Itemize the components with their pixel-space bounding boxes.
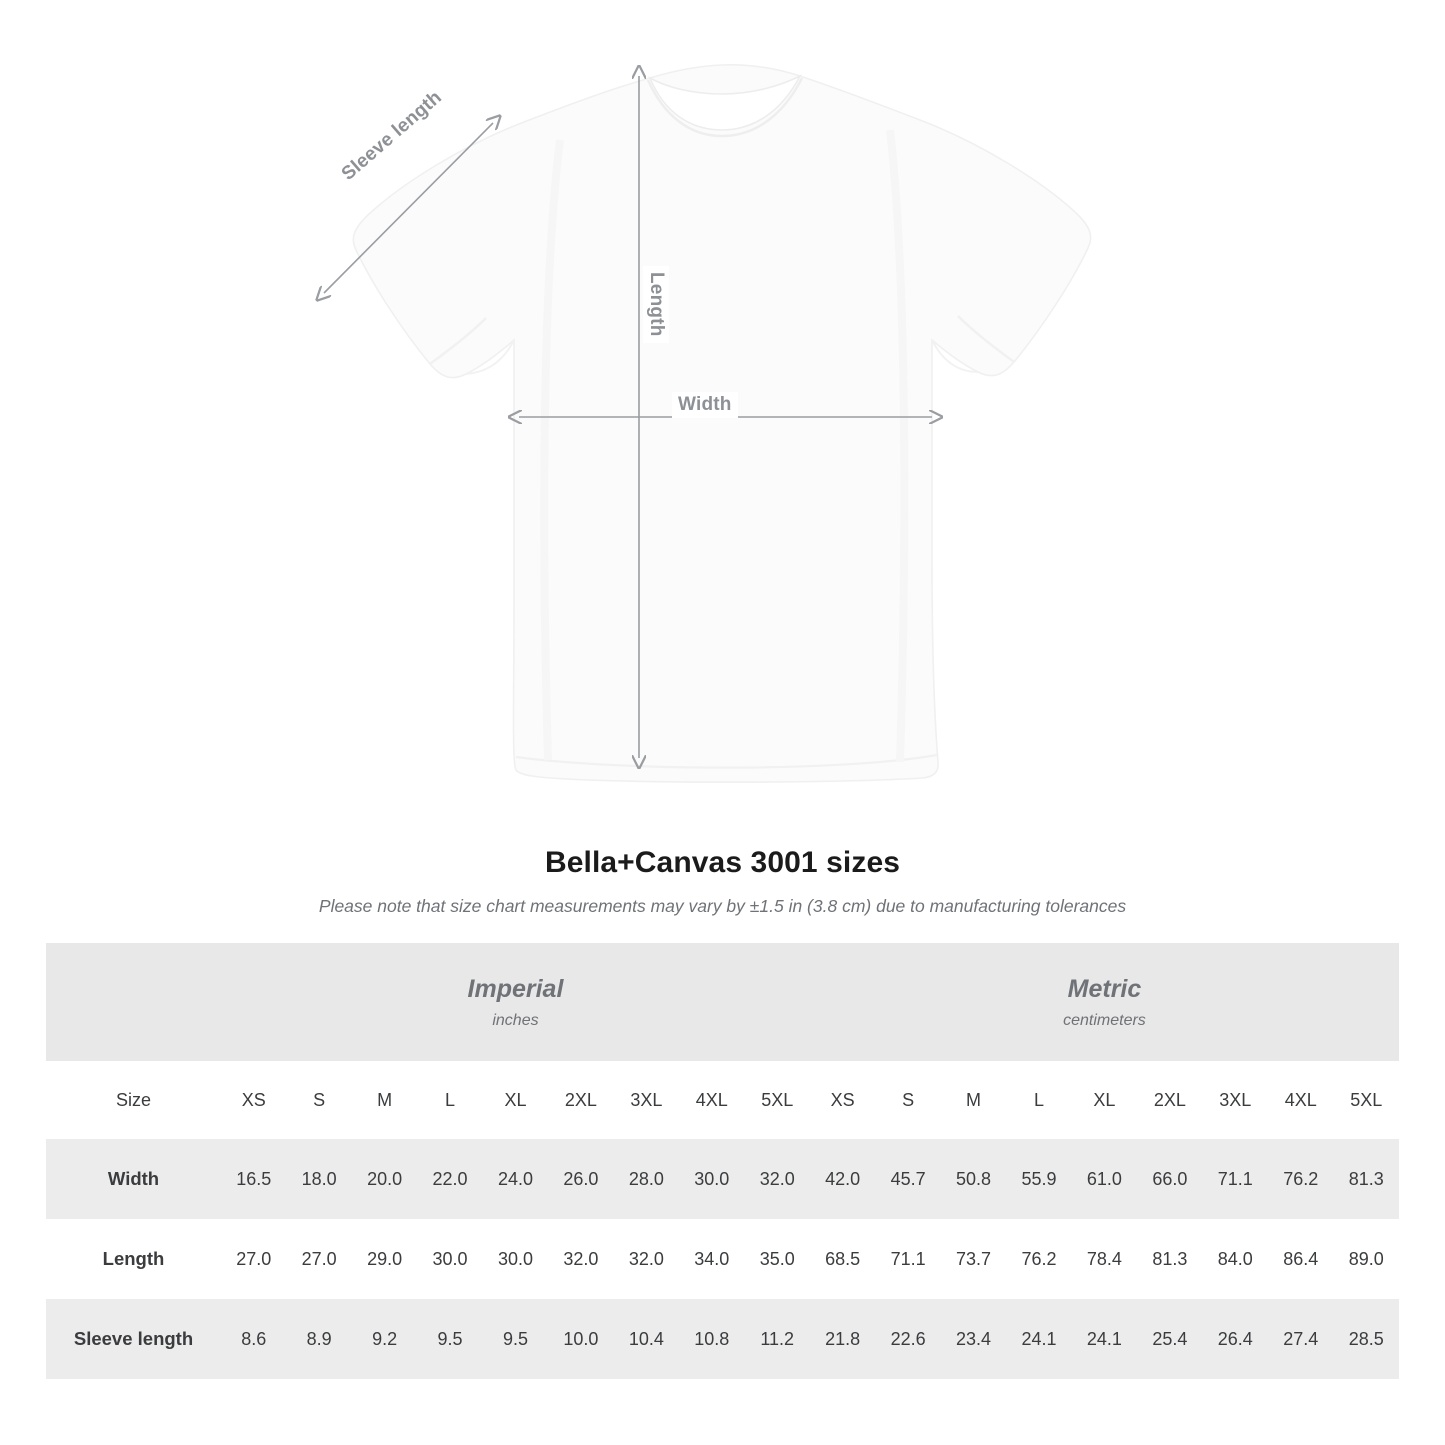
cell: 27.4 xyxy=(1268,1299,1333,1379)
cell: 16.5 xyxy=(221,1139,286,1219)
cell: 71.1 xyxy=(875,1219,940,1299)
cell: 27.0 xyxy=(221,1219,286,1299)
cell: 10.4 xyxy=(614,1299,679,1379)
unit-group-imperial xyxy=(221,943,810,1061)
cell: 76.2 xyxy=(1268,1139,1333,1219)
cell: 42.0 xyxy=(810,1139,875,1219)
size-header-cell: M xyxy=(941,1061,1006,1139)
unit-group-metric-sub: centimeters xyxy=(1063,1011,1146,1029)
size-header-cell: 3XL xyxy=(1203,1061,1268,1139)
size-header-cell: 3XL xyxy=(614,1061,679,1139)
size-header-cell: M xyxy=(352,1061,417,1139)
size-header-cell: L xyxy=(417,1061,482,1139)
size-table-wrapper xyxy=(46,943,1399,1379)
size-header-cell: 5XL xyxy=(1333,1061,1399,1139)
cell: 73.7 xyxy=(941,1219,1006,1299)
table-row xyxy=(46,1299,1399,1379)
size-table-body xyxy=(46,943,1399,1379)
size-header-cell: XL xyxy=(1072,1061,1137,1139)
cell: 32.0 xyxy=(745,1139,810,1219)
cell: 26.0 xyxy=(548,1139,613,1219)
width-label: Width xyxy=(672,392,738,418)
size-header-cell: 4XL xyxy=(1268,1061,1333,1139)
size-header-cell: 2XL xyxy=(1137,1061,1202,1139)
size-header-cell: S xyxy=(286,1061,351,1139)
unit-group-metric xyxy=(810,943,1399,1061)
cell: 8.6 xyxy=(221,1299,286,1379)
size-header-row xyxy=(46,1061,1399,1139)
cell: 24.0 xyxy=(483,1139,548,1219)
cell: 61.0 xyxy=(1072,1139,1137,1219)
size-header-cell: 4XL xyxy=(679,1061,744,1139)
unit-group-imperial-sub: inches xyxy=(492,1011,539,1029)
size-header-cell: XS xyxy=(810,1061,875,1139)
cell: 27.0 xyxy=(286,1219,351,1299)
title-block xyxy=(0,846,1445,917)
cell: 71.1 xyxy=(1203,1139,1268,1219)
size-header-cell: 5XL xyxy=(745,1061,810,1139)
cell: 89.0 xyxy=(1333,1219,1399,1299)
cell: 35.0 xyxy=(745,1219,810,1299)
size-header-cell: XS xyxy=(221,1061,286,1139)
cell: 81.3 xyxy=(1137,1219,1202,1299)
cell: 25.4 xyxy=(1137,1299,1202,1379)
cell: 30.0 xyxy=(483,1219,548,1299)
row-label-length: Length xyxy=(46,1219,221,1299)
cell: 8.9 xyxy=(286,1299,351,1379)
cell: 10.8 xyxy=(679,1299,744,1379)
cell: 24.1 xyxy=(1006,1299,1071,1379)
cell: 86.4 xyxy=(1268,1219,1333,1299)
size-header-cell: 2XL xyxy=(548,1061,613,1139)
cell: 22.6 xyxy=(875,1299,940,1379)
cell: 55.9 xyxy=(1006,1139,1071,1219)
table-row xyxy=(46,1219,1399,1299)
cell: 24.1 xyxy=(1072,1299,1137,1379)
size-header-cell: XL xyxy=(483,1061,548,1139)
size-header-label: Size xyxy=(46,1061,221,1139)
unit-group-spacer xyxy=(46,943,221,1061)
cell: 28.0 xyxy=(614,1139,679,1219)
cell: 81.3 xyxy=(1333,1139,1399,1219)
row-label-width: Width xyxy=(46,1139,221,1219)
cell: 18.0 xyxy=(286,1139,351,1219)
cell: 45.7 xyxy=(875,1139,940,1219)
cell: 21.8 xyxy=(810,1299,875,1379)
cell: 10.0 xyxy=(548,1299,613,1379)
sleeve-length-label: Sleeve length xyxy=(332,81,452,191)
cell: 9.5 xyxy=(483,1299,548,1379)
cell: 28.5 xyxy=(1333,1299,1399,1379)
cell: 84.0 xyxy=(1203,1219,1268,1299)
cell: 30.0 xyxy=(417,1219,482,1299)
cell: 29.0 xyxy=(352,1219,417,1299)
unit-group-metric-name: Metric xyxy=(1067,975,1142,1004)
length-label: Length xyxy=(643,266,669,343)
cell: 22.0 xyxy=(417,1139,482,1219)
cell: 11.2 xyxy=(745,1299,810,1379)
unit-group-imperial-name: Imperial xyxy=(467,975,564,1004)
cell: 50.8 xyxy=(941,1139,1006,1219)
cell: 30.0 xyxy=(679,1139,744,1219)
unit-group-row xyxy=(46,943,1399,1061)
row-label-sleeve-length: Sleeve length xyxy=(46,1299,221,1379)
shirt-shape xyxy=(353,65,1090,782)
cell: 20.0 xyxy=(352,1139,417,1219)
cell: 34.0 xyxy=(679,1219,744,1299)
table-row xyxy=(46,1139,1399,1219)
cell: 9.5 xyxy=(417,1299,482,1379)
cell: 26.4 xyxy=(1203,1299,1268,1379)
size-header-cell: S xyxy=(875,1061,940,1139)
cell: 68.5 xyxy=(810,1219,875,1299)
cell: 78.4 xyxy=(1072,1219,1137,1299)
cell: 76.2 xyxy=(1006,1219,1071,1299)
cell: 32.0 xyxy=(614,1219,679,1299)
size-header-cell: L xyxy=(1006,1061,1071,1139)
cell: 32.0 xyxy=(548,1219,613,1299)
size-table xyxy=(46,943,1399,1379)
chart-title: Bella+Canvas 3001 sizes xyxy=(544,846,901,879)
cell: 23.4 xyxy=(941,1299,1006,1379)
chart-note: Please note that size chart measurements may vary by ±1.5 in (3.8 cm) due to manufacturing tolerances xyxy=(318,896,1127,916)
cell: 66.0 xyxy=(1137,1139,1202,1219)
cell: 9.2 xyxy=(352,1299,417,1379)
